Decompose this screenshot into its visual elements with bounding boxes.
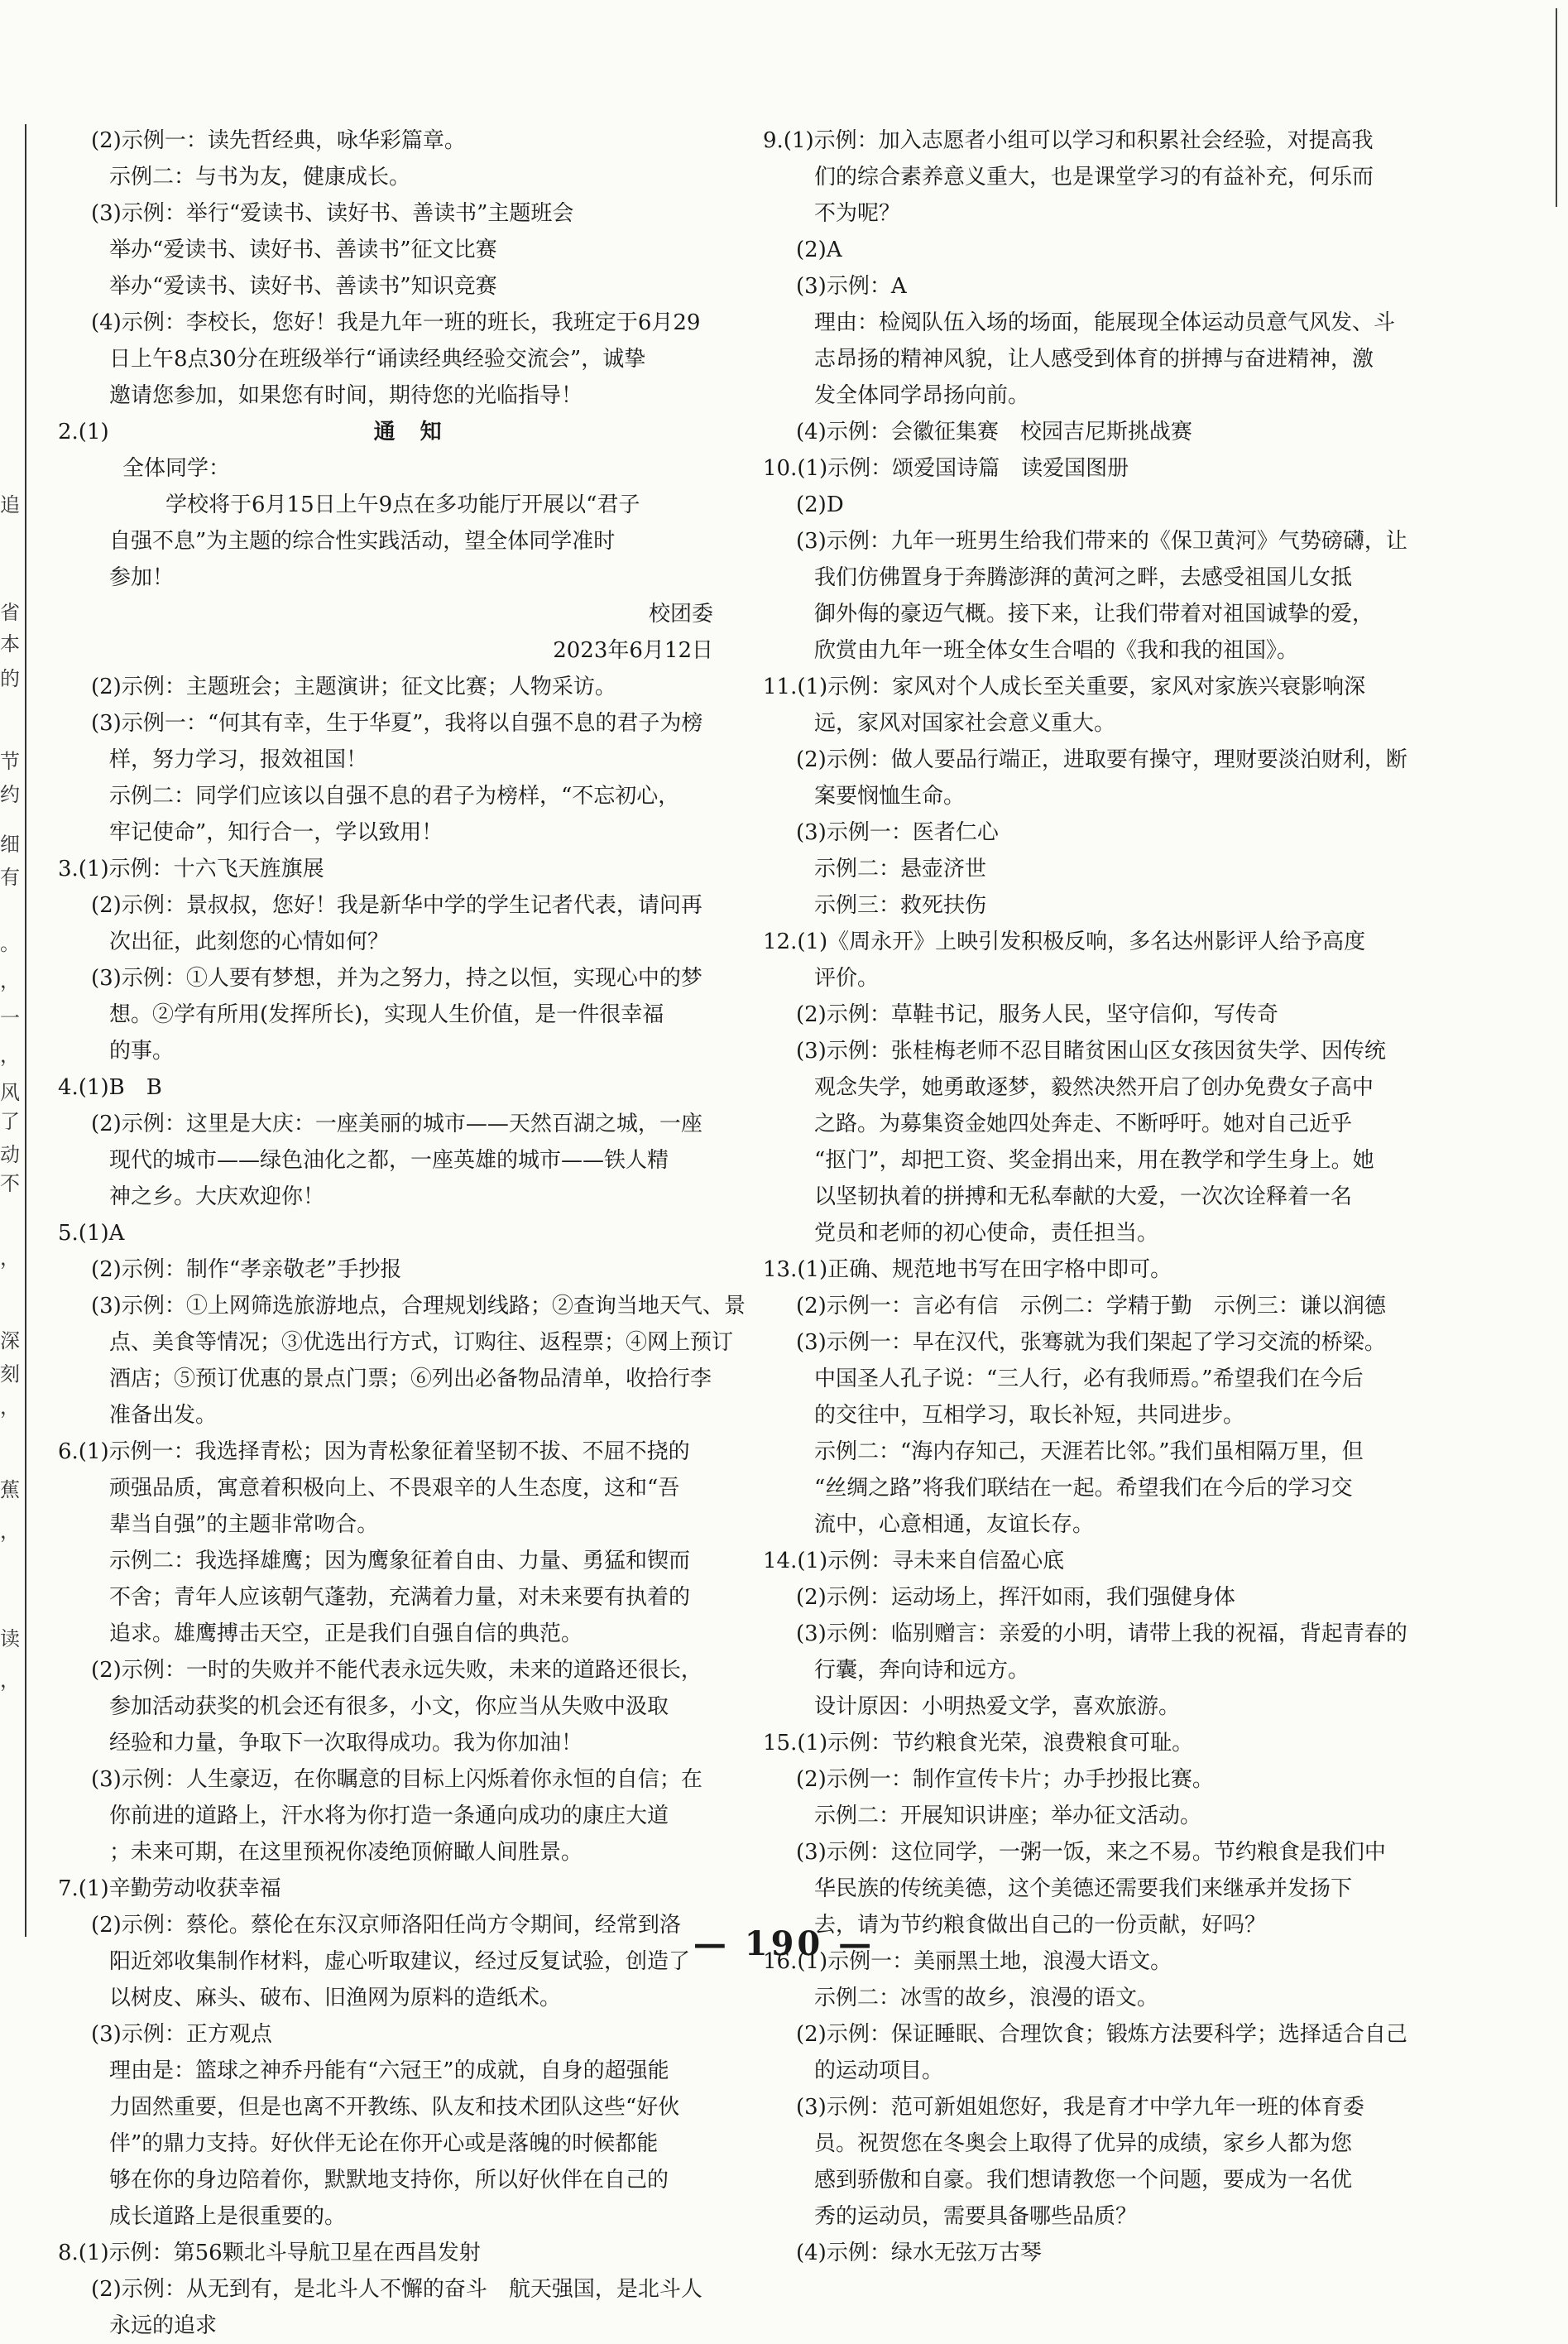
answer-line: 2023年6月12日 <box>553 638 713 663</box>
answer-line: (3)示例：①人要有梦想，并为之努力，持之以恒，实现心中的梦 <box>91 966 702 991</box>
answer-line <box>58 414 720 450</box>
answer-line: 中国圣人孔子说：“三人行，必有我师焉。”希望我们在今后 <box>814 1367 1364 1391</box>
answer-line: (2)示例：主题班会；主题演讲；征文比赛；人物采访。 <box>91 675 616 699</box>
margin-glyph: ， <box>0 969 20 992</box>
answer-line: 设计原因：小明热爱文学，喜欢旅游。 <box>814 1694 1181 1719</box>
answer-line: 邀请您参加，如果您有时间，期待您的光临指导！ <box>109 383 583 408</box>
answer-line: (3)示例：张桂梅老师不忍目睹贫困山区女孩因贫失学、因传统 <box>796 1039 1386 1064</box>
answer-line: 示例二：同学们应该以自强不息的君子为榜样，“不忘初心， <box>109 784 680 809</box>
answer-line: 秀的运动员，需要具备哪些品质？ <box>814 2204 1138 2229</box>
answer-line: (3)示例：举行“爱读书、读好书、善读书”主题班会 <box>91 201 574 226</box>
answer-line: 经验和力量，争取下一次取得成功。我为你加油！ <box>109 1731 583 1756</box>
answer-line: 举办“爱读书、读好书、善读书”征文比赛 <box>109 238 497 262</box>
answer-line: 的运动项目。 <box>814 2058 944 2083</box>
answer-line: (2)示例：一时的失败并不能代表永远失败，未来的道路还很长， <box>91 1658 702 1683</box>
margin-glyph: 蕉 <box>0 1478 20 1501</box>
margin-glyph: 动 <box>0 1143 20 1166</box>
answer-line: (4)示例：会徽征集赛 校园吉尼斯挑战赛 <box>796 420 1192 444</box>
answer-line: (2)示例：制作“孝亲敬老”手抄报 <box>91 1257 402 1282</box>
answer-line: 之路。为募集资金她四处奔走、不断呼吁。她对自己近乎 <box>814 1112 1353 1136</box>
answer-line: (2)示例一：言必有信 示例二：学精于勤 示例三：谦以润德 <box>796 1294 1386 1318</box>
margin-glyph: ， <box>0 1246 20 1270</box>
answer-line: 不为呢？ <box>814 201 901 226</box>
answer-line: 理由：检阅队伍入场的场面，能展现全体运动员意气风发、斗 <box>814 310 1396 335</box>
answer-line: 示例二：我选择雄鹰；因为鹰象征着自由、力量、勇猛和锲而 <box>109 1549 691 1573</box>
answer-line: 样，努力学习，报效祖国！ <box>109 747 368 772</box>
answer-line: 日上午8点30分在班级举行“诵读经典经验交流会”，诚挚 <box>109 347 646 372</box>
answer-line: 们的综合素养意义重大，也是课堂学习的有益补充，何乐而 <box>814 165 1374 190</box>
answer-line: 4.(1)B B <box>58 1075 162 1100</box>
answer-line: 感到骄傲和自豪。我们想请教您一个问题，要成为一名优 <box>814 2168 1353 2193</box>
answer-line: 党员和老师的初心使命，责任担当。 <box>814 1221 1159 1246</box>
answer-line: 御外侮的豪迈气概。接下来，让我们带着对祖国诚挚的爱， <box>814 602 1374 627</box>
answer-line: (3)示例：人生豪迈，在你瞩意的目标上闪烁着你永恒的自信；在 <box>91 1767 702 1792</box>
answer-line: 牢记使命”，知行合一，学以致用！ <box>109 820 444 845</box>
margin-glyph: 读 <box>0 1627 20 1650</box>
answer-line: 9.(1)示例：加入志愿者小组可以学习和积累社会经验，对提高我 <box>763 128 1374 153</box>
answer-line: 评价。 <box>814 966 880 991</box>
margin-glyph: ， <box>0 1669 20 1692</box>
page-number: — 190 — <box>693 1924 875 1963</box>
answer-line: 参加活动获奖的机会还有很多，小文，你应当从失败中汲取 <box>109 1694 669 1719</box>
answer-line: 酒店；⑤预订优惠的景点门票；⑥列出必备物品清单，收拾行李 <box>109 1367 712 1391</box>
answer-line: 6.(1)示例一：我选择青松；因为青松象征着坚韧不拔、不屈不挠的 <box>58 1439 690 1464</box>
answer-line: (2)A <box>796 238 842 262</box>
margin-glyph: ， <box>0 1395 20 1419</box>
answer-line: 华民族的传统美德，这个美德还需要我们来继承并发扬下 <box>814 1876 1353 1901</box>
answer-line: 举办“爱读书、读好书、善读书”知识竞赛 <box>109 274 497 299</box>
margin-glyph: 省 <box>0 601 20 624</box>
margin-glyph: 。 <box>0 932 20 955</box>
answer-line: 学校将于6月15日上午9点在多功能厅开展以“君子 <box>122 492 640 517</box>
margin-glyph: 风 <box>0 1081 20 1104</box>
answer-line: 观念失学，她勇敢逐梦，毅然决然开启了创办免费女子高中 <box>814 1075 1374 1100</box>
question-number: 2.(1) <box>58 420 109 444</box>
answer-line: 的事。 <box>109 1039 175 1064</box>
answer-line: (3)示例：范可新姐姐您好，我是育才中学九年一班的体育委 <box>796 2095 1364 2120</box>
margin-glyph: 约 <box>0 783 20 806</box>
answer-line: (2)D <box>796 492 844 517</box>
answer-line: 准备出发。 <box>109 1403 218 1428</box>
left-answer-column <box>58 122 756 2344</box>
answer-line: (2)示例：从无到有，是北斗人不懈的奋斗 航天强国，是北斗人 <box>91 2277 702 2302</box>
answer-line: 不舍；青年人应该朝气蓬勃，充满着力量，对未来要有执着的 <box>109 1585 691 1610</box>
answer-line: (2)示例：草鞋书记，服务人民，坚守信仰，写传奇 <box>796 1002 1278 1027</box>
answer-line: 现代的城市——绿色油化之都，一座英雄的城市——铁人精 <box>109 1148 669 1173</box>
answer-line: (3)示例一：医者仁心 <box>796 820 999 845</box>
answer-line: 8.(1)示例：第56颗北斗导航卫星在西昌发射 <box>58 2241 481 2265</box>
answer-line: 顽强品质，寓意着积极向上、不畏艰辛的人生态度，这和“吾 <box>109 1476 680 1501</box>
edge-rule <box>1556 8 1557 207</box>
answer-line: (2)示例：蔡伦。蔡伦在东汉京师洛阳任尚方令期间，经常到洛 <box>91 1913 681 1938</box>
answer-line: 16.(1)示例一：美丽黑土地，浪漫大语文。 <box>763 1949 1172 1974</box>
answer-line: (2)示例：保证睡眠、合理饮食；锻炼方法要科学；选择适合自己 <box>796 2022 1407 2047</box>
margin-glyph: 一 <box>0 1006 20 1030</box>
answer-line: 11.(1)示例：家风对个人成长至关重要，家风对家族兴衰影响深 <box>763 675 1366 699</box>
answer-line: “丝绸之路”将我们联结在一起。希望我们在今后的学习交 <box>814 1476 1353 1501</box>
answer-line: (3)示例：九年一班男生给我们带来的《保卫黄河》气势磅礴，让 <box>796 529 1407 554</box>
answer-line: (3)示例一：“何其有幸，生于华夏”，我将以自强不息的君子为榜 <box>91 711 703 736</box>
margin-glyph: 了 <box>0 1110 20 1133</box>
margin-glyph: 本 <box>0 632 20 656</box>
margin-glyph: 节 <box>0 750 20 773</box>
answer-line: 我们仿佛置身于奔腾澎湃的黄河之畔，去感受祖国儿女抵 <box>814 565 1353 590</box>
answer-line: 次出征，此刻您的心情如何？ <box>109 929 390 954</box>
answer-line: 示例二：开展知识讲座；举办征文活动。 <box>814 1804 1202 1828</box>
answer-line: 5.(1)A <box>58 1221 125 1246</box>
answer-line: 欣赏由九年一班全体女生合唱的《我和我的祖国》。 <box>814 638 1299 663</box>
margin-glyph: 的 <box>0 667 20 690</box>
margin-glyph: 不 <box>0 1172 20 1195</box>
answer-line: 的交往中，互相学习，取长补短，共同进步。 <box>814 1403 1245 1428</box>
answer-line: 阳近郊收集制作材料，虚心听取建议，经过反复试验，创造了 <box>109 1949 691 1974</box>
answer-line: 示例二：“海内存知己，天涯若比邻。”我们虽相隔万里，但 <box>814 1439 1364 1464</box>
answer-line: 你前进的道路上，汗水将为你打造一条通向成功的康庄大道 <box>109 1804 669 1828</box>
answer-line: 校团委 <box>648 602 756 627</box>
answer-line: (2)示例：景叔叔，您好！我是新华中学的学生记者代表，请问再 <box>91 893 702 918</box>
answer-line: 示例三：救死扶伤 <box>814 893 987 918</box>
answer-line: 伴”的鼎力支持。好伙伴无论在你开心或是落魄的时候都能 <box>109 2131 659 2156</box>
answer-line: 以树皮、麻头、破布、旧渔网为原料的造纸术。 <box>109 1986 562 2010</box>
margin-glyph: 细 <box>0 833 20 856</box>
answer-line: 自强不息”为主题的综合性实践活动，望全体同学准时 <box>109 529 616 554</box>
answer-line: 成长道路上是很重要的。 <box>109 2204 347 2229</box>
answer-line: “抠门”，却把工资、奖金捐出来，用在教学和学生身上。她 <box>814 1148 1374 1173</box>
answer-line: (2)示例：做人要品行端正，进取要有操守，理财要淡泊财利，断 <box>796 747 1407 772</box>
answer-line: 参加！ <box>109 565 175 590</box>
answer-line: (3)示例：A <box>796 274 907 299</box>
answer-line: 发全体同学昂扬向前。 <box>814 383 1030 408</box>
answer-line: (3)示例一：早在汉代，张骞就为我们架起了学习交流的桥梁。 <box>796 1330 1386 1355</box>
margin-glyph: ， <box>0 1520 20 1543</box>
answer-line: 13.(1)正确、规范地书写在田字格中即可。 <box>763 1257 1172 1282</box>
answer-line: 力固然重要，但是也离不开教练、队友和技术团队这些“好伙 <box>109 2095 680 2120</box>
margin-glyph: ， <box>0 1044 20 1067</box>
answer-line: (3)示例：①上网筛选旅游地点，合理规划线路；②查询当地天气、景 <box>91 1294 746 1318</box>
margin-glyph: 有 <box>0 866 20 889</box>
answer-line: ；未来可期，在这里预祝你凌绝顶俯瞰人间胜景。 <box>109 1840 583 1865</box>
answer-line: (2)示例：运动场上，挥汗如雨，我们强健身体 <box>796 1585 1235 1610</box>
answer-line: 示例二：悬壶济世 <box>814 857 987 881</box>
notice-title: 通知 <box>373 420 467 444</box>
answer-line: 神之乡。大庆欢迎你！ <box>109 1184 325 1209</box>
answer-line: 够在你的身边陪着你，默默地支持你，所以好伙伴在自己的 <box>109 2168 669 2193</box>
answer-line: 员。祝贺您在冬奥会上取得了优异的成绩，家乡人都为您 <box>814 2131 1353 2156</box>
answer-line: (4)示例：李校长，您好！我是九年一班的班长，我班定于6月29 <box>91 310 701 335</box>
answer-line: (2)示例一：制作宣传卡片；办手抄报比赛。 <box>796 1767 1214 1792</box>
answer-line: (2)示例：这里是大庆：一座美丽的城市——天然百湖之城，一座 <box>91 1112 702 1136</box>
answer-line: 远，家风对国家社会意义重大。 <box>814 711 1116 736</box>
margin-glyph: 刻 <box>0 1362 20 1386</box>
answer-line: 点、美食等情况；③优选出行方式，订购往、返程票；④网上预订 <box>109 1330 734 1355</box>
answer-line: (3)示例：临别赠言：亲爱的小明，请带上我的祝福，背起青春的 <box>796 1621 1407 1646</box>
answer-line: 7.(1)辛勤劳动收获幸福 <box>58 1876 281 1901</box>
answer-line: 全体同学： <box>122 456 231 481</box>
answer-line: (2)示例一：读先哲经典，咏华彩篇章。 <box>91 128 466 153</box>
answer-line: 10.(1)示例：颂爱国诗篇 读爱国图册 <box>763 456 1129 481</box>
answer-line: 追求。雄鹰搏击天空，正是我们自强自信的典范。 <box>109 1621 583 1646</box>
answer-line: 想。②学有所用(发挥所长)，实现人生价值，是一件很幸福 <box>109 1002 664 1027</box>
answer-line: (4)示例：绿水无弦万古琴 <box>796 2241 1042 2265</box>
answer-line: 流中，心意相通，友谊长存。 <box>814 1512 1095 1537</box>
answer-line: 理由是：篮球之神乔丹能有“六冠王”的成就，自身的超强能 <box>109 2058 669 2083</box>
answer-line: 14.(1)示例：寻未来自信盈心底 <box>763 1549 1065 1573</box>
answer-line: 辈当自强”的主题非常吻合。 <box>109 1512 379 1537</box>
answer-line: 案要悯恤生命。 <box>814 784 966 809</box>
margin-glyph: 追 <box>0 493 20 516</box>
answer-line: 示例二：与书为友，健康成长。 <box>109 165 411 190</box>
margin-glyph: 深 <box>0 1329 20 1352</box>
answer-line: 志昂扬的精神风貌，让人感受到体育的拼搏与奋进精神，激 <box>814 347 1374 372</box>
answer-line: 以坚韧执着的拼搏和无私奉献的大爱，一次次诠释着一名 <box>814 1184 1353 1209</box>
answer-line: 行囊，奔向诗和远方。 <box>814 1658 1030 1683</box>
answer-line: 示例二：冰雪的故乡，浪漫的语文。 <box>814 1986 1159 2010</box>
answer-line: (3)示例：这位同学，一粥一饭，来之不易。节约粮食是我们中 <box>796 1840 1386 1865</box>
margin-rule <box>25 124 26 1937</box>
answer-line: 3.(1)示例：十六飞天旌旗展 <box>58 857 324 881</box>
answer-line: 去，请为节约粮食做出自己的一份贡献，好吗？ <box>814 1913 1267 1938</box>
answer-line: 12.(1)《周永开》上映引发积极反响，多名达州影评人给予高度 <box>763 929 1366 954</box>
answer-line: (3)示例：正方观点 <box>91 2022 272 2047</box>
answer-line: 15.(1)示例：节约粮食光荣，浪费粮食可耻。 <box>763 1731 1194 1756</box>
answer-line: 永远的追求 <box>109 2313 218 2338</box>
